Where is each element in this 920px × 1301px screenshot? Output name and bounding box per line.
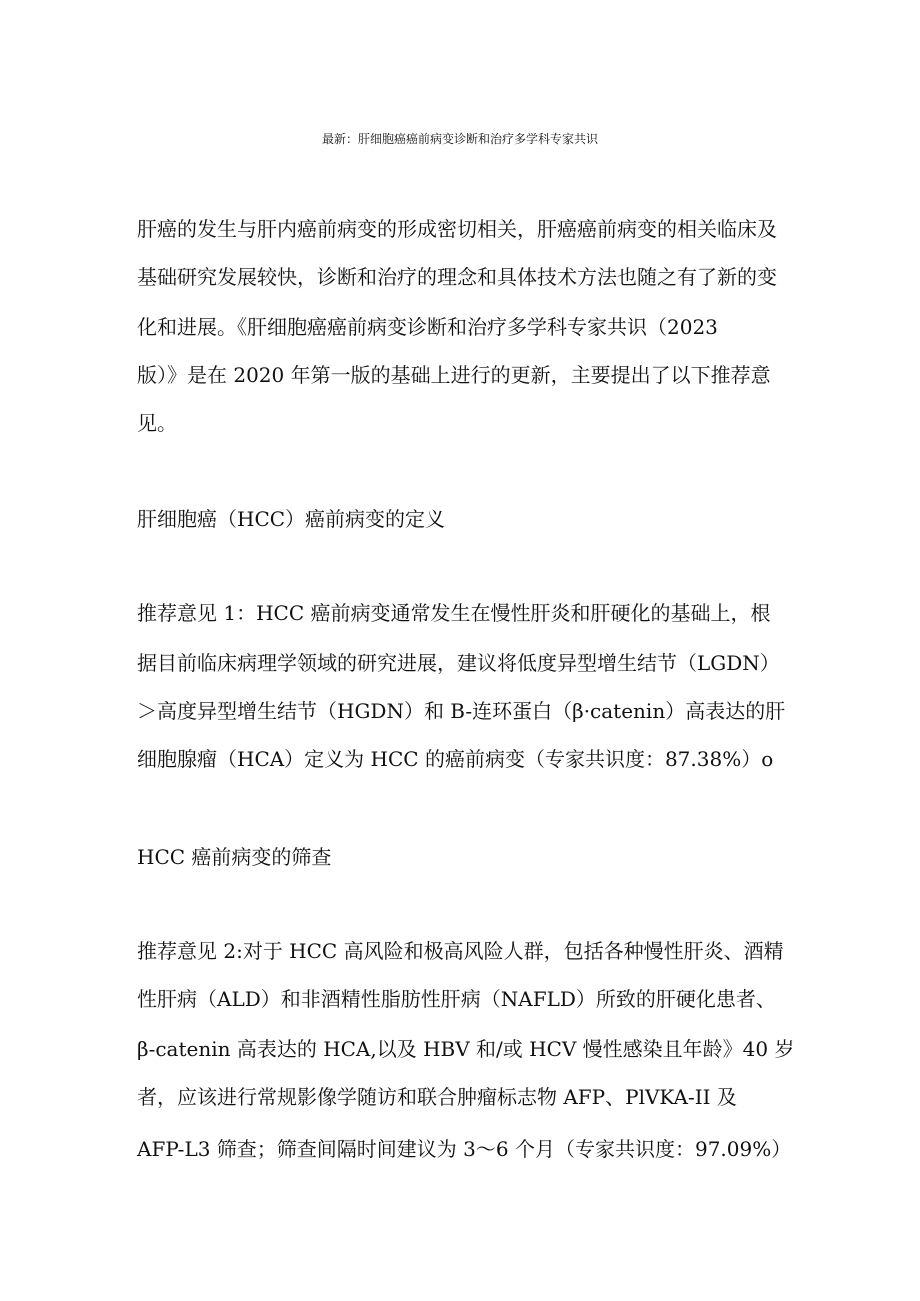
recommendation-2-line: 性肝病（ALD）和非酒精性脂肪性肝病（NAFLD）所致的肝硬化患者、	[137, 987, 776, 1011]
recommendation-1-line: 推荐意见 1：HCC 癌前病变通常发生在慢性肝炎和肝硬化的基础上，根	[137, 601, 771, 625]
recommendation-1-line: 据目前临床病理学领域的研究进展，建议将低度异型增生结节（LGDN）	[137, 651, 780, 675]
section-heading-definition: 肝细胞癌（HCC）癌前病变的定义	[137, 507, 446, 531]
recommendation-2-line: 者，应该进行常规影像学随访和联合肿瘤标志物 AFP、PlVKA-II 及	[137, 1085, 737, 1109]
recommendation-2-line: β-catenin 高表达的 HCA,以及 HBV 和/或 HCV 慢性感染且年龄》40 岁	[137, 1037, 795, 1061]
intro-line: 肝癌的发生与肝内癌前病变的形成密切相关，肝癌癌前病变的相关临床及	[137, 217, 777, 241]
recommendation-2-line: AFP-L3 筛查；筛查间隔时间建议为 3～6 个月（专家共识度：97.09%）	[137, 1137, 792, 1161]
recommendation-2-line: 推荐意见 2:对于 HCC 高风险和极高风险人群，包括各种慢性肝炎、酒精	[137, 939, 784, 963]
intro-line: 化和进展。《肝细胞癌癌前病变诊断和治疗多学科专家共识（2023	[137, 315, 718, 339]
section-heading-screening: HCC 癌前病变的筛查	[137, 845, 332, 869]
intro-line: 基础研究发展较快，诊断和治疗的理念和具体技术方法也随之有了新的变	[137, 265, 777, 289]
recommendation-1-line: 细胞腺瘤（HCA）定义为 HCC 的癌前病变（专家共识度：87.38%）o	[137, 747, 774, 771]
intro-line: 版）》是在 2020 年第一版的基础上进行的更新，主要提出了以下推荐意	[137, 363, 771, 387]
intro-line: 见。	[137, 411, 177, 435]
recommendation-1-line: ＞高度异型增生结节（HGDN）和 B-连环蛋白（β·catenin）高表达的肝	[137, 699, 786, 723]
document-title: 最新：肝细胞癌癌前病变诊断和治疗多学科专家共识	[321, 132, 598, 146]
